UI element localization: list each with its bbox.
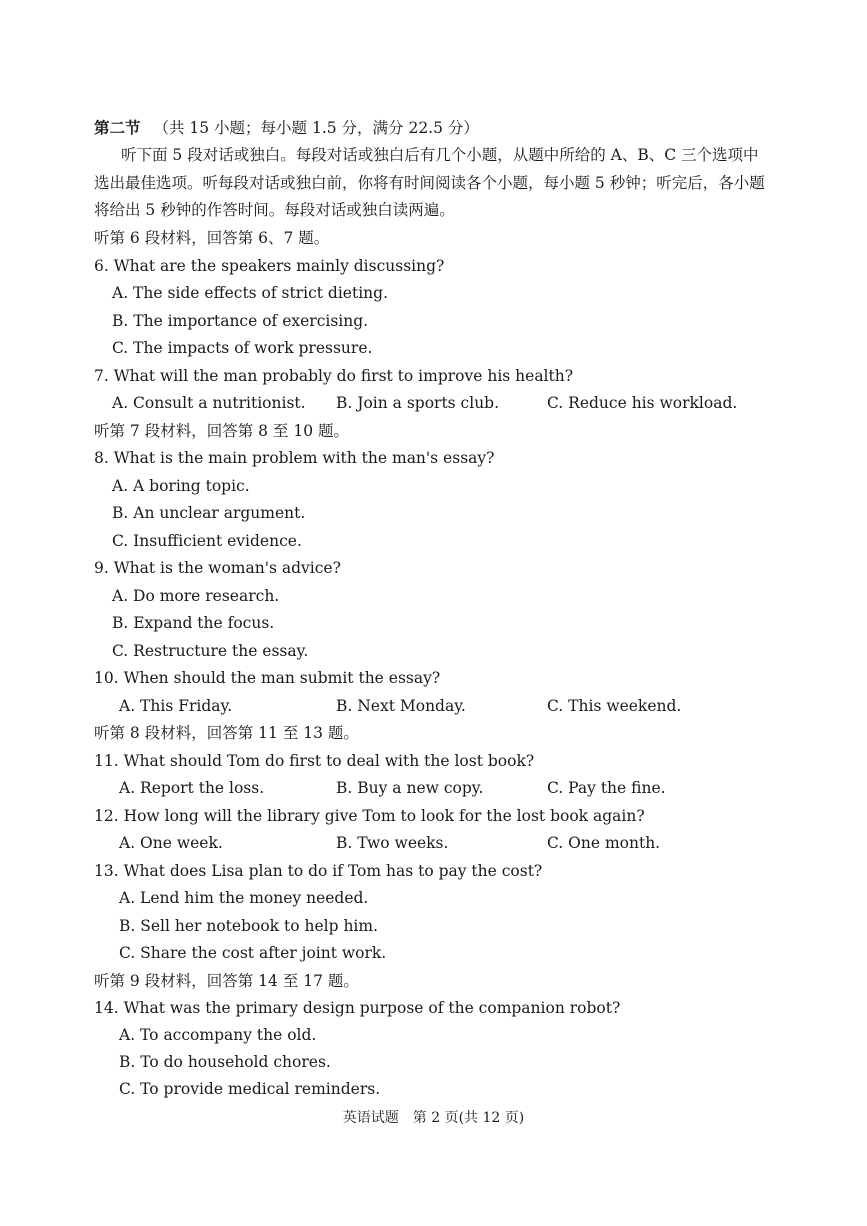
option-b: B. Expand the focus. bbox=[112, 614, 275, 632]
question-stem: 11. What should Tom do first to deal with the lost book? bbox=[94, 752, 535, 770]
section-heading bbox=[94, 118, 479, 138]
instruction-line: 将给出 5 秒钟的作答时间。每段对话或独白读两遍。 bbox=[94, 201, 455, 219]
question-stem: 8. What is the main problem with the man's essay? bbox=[94, 449, 495, 467]
option-c: C. Share the cost after joint work. bbox=[119, 944, 387, 962]
option-c: C. Insufficient evidence. bbox=[112, 532, 302, 550]
option-b: B. Two weeks. bbox=[336, 834, 449, 852]
question-stem: 14. What was the primary design purpose of the companion robot? bbox=[94, 999, 621, 1017]
option-c: C. Pay the fine. bbox=[547, 779, 666, 797]
option-b: B. An unclear argument. bbox=[112, 504, 306, 522]
option-a: A. Consult a nutritionist. bbox=[112, 394, 306, 412]
section-title: 第二节 bbox=[94, 119, 141, 137]
section-info: （共 15 小题；每小题 1.5 分，满分 22.5 分） bbox=[153, 119, 479, 137]
page-footer: 英语试题 第 2 页(共 12 页) bbox=[342, 1110, 525, 1126]
option-b: B. Buy a new copy. bbox=[336, 779, 484, 797]
option-a: A. The side effects of strict dieting. bbox=[112, 284, 389, 302]
question-stem: 7. What will the man probably do first to improve his health? bbox=[94, 367, 574, 385]
option-a: A. Lend him the money needed. bbox=[119, 889, 369, 907]
material-note: 听第 9 段材料，回答第 14 至 17 题。 bbox=[94, 972, 359, 990]
option-b: B. Next Monday. bbox=[336, 697, 466, 715]
option-c: C. One month. bbox=[547, 834, 661, 852]
option-a: A. To accompany the old. bbox=[119, 1026, 317, 1044]
instruction-line: 选出最佳选项。听每段对话或独白前，你将有时间阅读各个小题，每小题 5 秒钟；听完后，各小题 bbox=[94, 174, 765, 192]
option-a: A. One week. bbox=[119, 834, 223, 852]
material-note: 听第 8 段材料，回答第 11 至 13 题。 bbox=[94, 724, 359, 742]
option-c: C. The impacts of work pressure. bbox=[112, 339, 373, 357]
option-b: B. The importance of exercising. bbox=[112, 312, 369, 330]
question-stem: 6. What are the speakers mainly discussing? bbox=[94, 257, 445, 275]
question-stem: 13. What does Lisa plan to do if Tom has to pay the cost? bbox=[94, 862, 543, 880]
option-a: A. A boring topic. bbox=[112, 477, 250, 495]
question-stem: 10. When should the man submit the essay? bbox=[94, 669, 441, 687]
option-b: B. To do household chores. bbox=[119, 1053, 331, 1071]
option-c: C. Restructure the essay. bbox=[112, 642, 309, 660]
question-stem: 12. How long will the library give Tom to look for the lost book again? bbox=[94, 807, 645, 825]
option-a: A. Do more research. bbox=[112, 587, 280, 605]
option-c: C. This weekend. bbox=[547, 697, 682, 715]
option-c: C. To provide medical reminders. bbox=[119, 1080, 381, 1098]
material-note: 听第 7 段材料，回答第 8 至 10 题。 bbox=[94, 422, 350, 440]
option-b: B. Join a sports club. bbox=[336, 394, 500, 412]
option-b: B. Sell her notebook to help him. bbox=[119, 917, 379, 935]
option-a: A. This Friday. bbox=[119, 697, 233, 715]
material-note: 听第 6 段材料，回答第 6、7 题。 bbox=[94, 229, 330, 247]
question-stem: 9. What is the woman's advice? bbox=[94, 559, 341, 577]
instruction-line: 听下面 5 段对话或独白。每段对话或独白后有几个小题，从题中所给的 A、B、C 三个选项中 bbox=[121, 146, 759, 164]
option-a: A. Report the loss. bbox=[119, 779, 265, 797]
option-c: C. Reduce his workload. bbox=[547, 394, 738, 412]
